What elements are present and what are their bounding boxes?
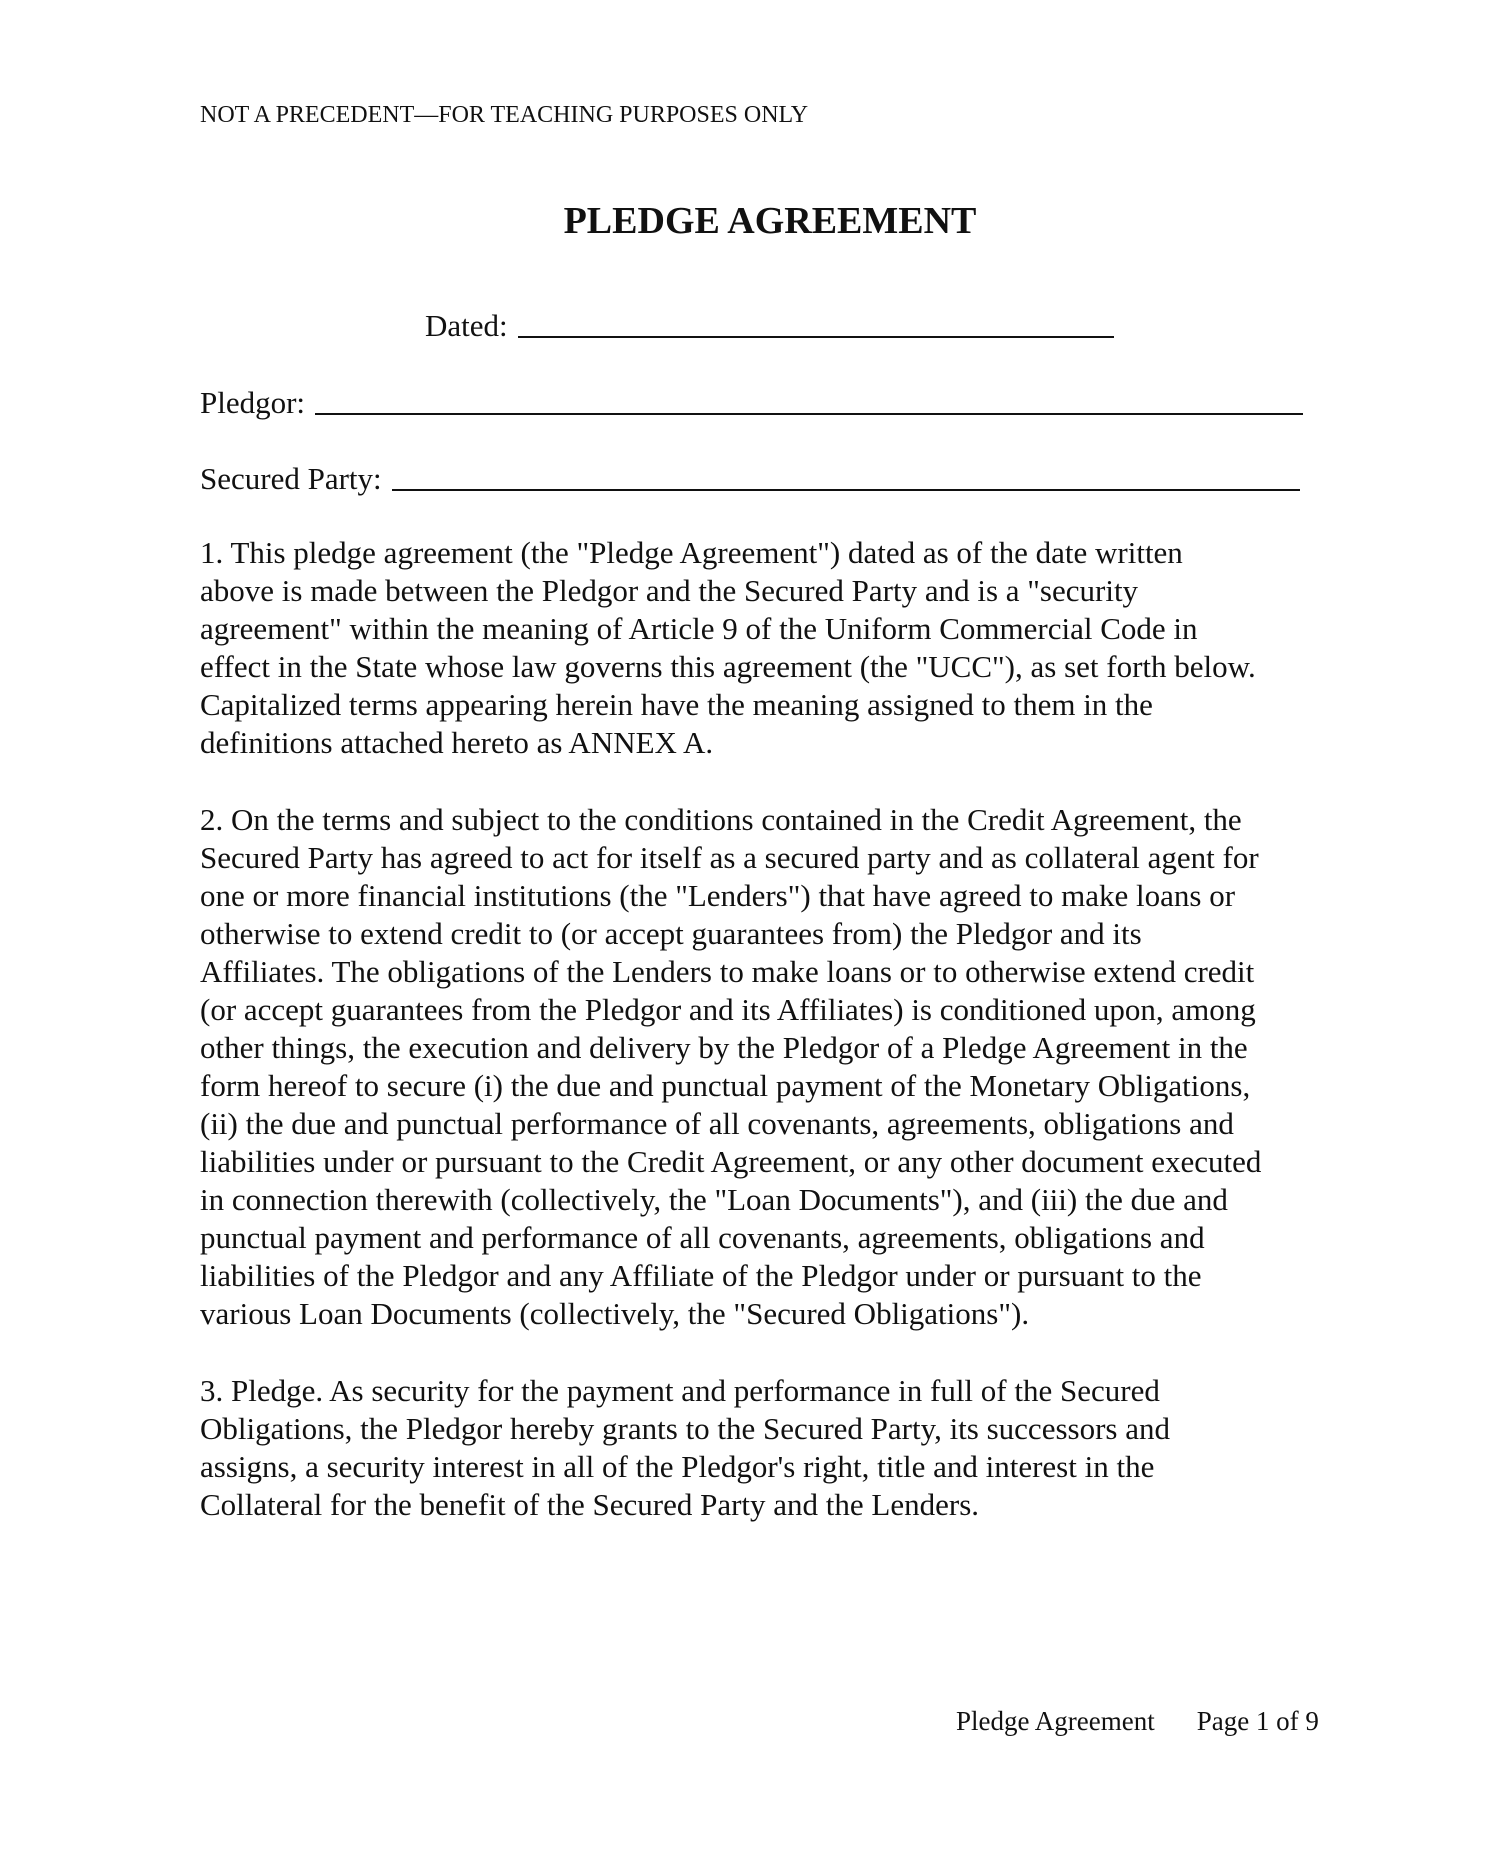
- pledgor-label: Pledgor:: [200, 385, 306, 420]
- dated-label: Dated:: [425, 308, 508, 343]
- paragraph-line: definitions attached hereto as ANNEX A.: [200, 725, 714, 760]
- paragraph-line: punctual payment and performance of all covenants, agreements, obligations and: [200, 1220, 1205, 1255]
- paragraph-line: (or accept guarantees from the Pledgor and its Affiliates) is conditioned upon, among: [200, 992, 1256, 1027]
- paragraph-1: [200, 534, 1340, 762]
- paragraph-line: above is made between the Pledgor and the Secured Party and is a "security: [200, 573, 1139, 608]
- paragraph-line: Affiliates. The obligations of the Lenders to make loans or to otherwise extend credit: [200, 954, 1255, 989]
- paragraph-line: liabilities of the Pledgor and any Affiliate of the Pledgor under or pursuant to the: [200, 1258, 1202, 1293]
- paragraph-line: liabilities under or pursuant to the Credit Agreement, or any other document executed: [200, 1144, 1262, 1179]
- paragraph-line: (ii) the due and punctual performance of all covenants, agreements, obligations and: [200, 1106, 1234, 1141]
- paragraph-line: various Loan Documents (collectively, the "Secured Obligations").: [200, 1296, 1030, 1331]
- pledgor-field: [200, 383, 1303, 423]
- paragraph-line: otherwise to extend credit to (or accept guarantees from) the Pledgor and its: [200, 916, 1142, 951]
- paragraph-line: agreement" within the meaning of Article 9 of the Uniform Commercial Code in: [200, 611, 1198, 646]
- paragraph-line: 3. Pledge. As security for the payment and performance in full of the Secured: [200, 1373, 1160, 1408]
- footer-page-number: Page 1 of 9: [1196, 1706, 1319, 1736]
- paragraph-2: [200, 801, 1340, 1333]
- paragraph-line: one or more financial institutions (the "Lenders") that have agreed to make loans or: [200, 878, 1236, 913]
- secured-party-label: Secured Party:: [200, 461, 382, 496]
- paragraph-3: [200, 1372, 1340, 1524]
- paragraph-line: Secured Party has agreed to act for itself as a secured party and as collateral agent for: [200, 840, 1259, 875]
- dated-field: [425, 306, 1114, 346]
- paragraph-line: Obligations, the Pledgor hereby grants to the Secured Party, its successors and: [200, 1411, 1170, 1446]
- pledgor-blank-line: [315, 385, 1303, 415]
- document-title: PLEDGE AGREEMENT: [563, 200, 977, 242]
- secured-party-blank-line: [392, 461, 1300, 491]
- paragraph-line: Capitalized terms appearing herein have the meaning assigned to them in the: [200, 687, 1153, 722]
- page-footer: [956, 1704, 1319, 1738]
- footer-document-title: Pledge Agreement: [956, 1706, 1155, 1736]
- header-note: NOT A PRECEDENT—FOR TEACHING PURPOSES ONLY: [200, 102, 809, 128]
- paragraph-line: effect in the State whose law governs this agreement (the "UCC"), as set forth below.: [200, 649, 1256, 684]
- paragraph-line: 2. On the terms and subject to the conditions contained in the Credit Agreement, the: [200, 802, 1242, 837]
- paragraph-line: 1. This pledge agreement (the "Pledge Agreement") dated as of the date written: [200, 535, 1183, 570]
- paragraph-line: assigns, a security interest in all of the Pledgor's right, title and interest in the: [200, 1449, 1155, 1484]
- paragraph-line: in connection therewith (collectively, the "Loan Documents"), and (iii) the due and: [200, 1182, 1228, 1217]
- paragraph-line: Collateral for the benefit of the Secured Party and the Lenders.: [200, 1487, 980, 1522]
- dated-blank-line: [518, 308, 1114, 338]
- paragraph-line: other things, the execution and delivery by the Pledgor of a Pledge Agreement in the: [200, 1030, 1248, 1065]
- secured-party-field: [200, 459, 1300, 499]
- paragraph-line: form hereof to secure (i) the due and punctual payment of the Monetary Obligations,: [200, 1068, 1251, 1103]
